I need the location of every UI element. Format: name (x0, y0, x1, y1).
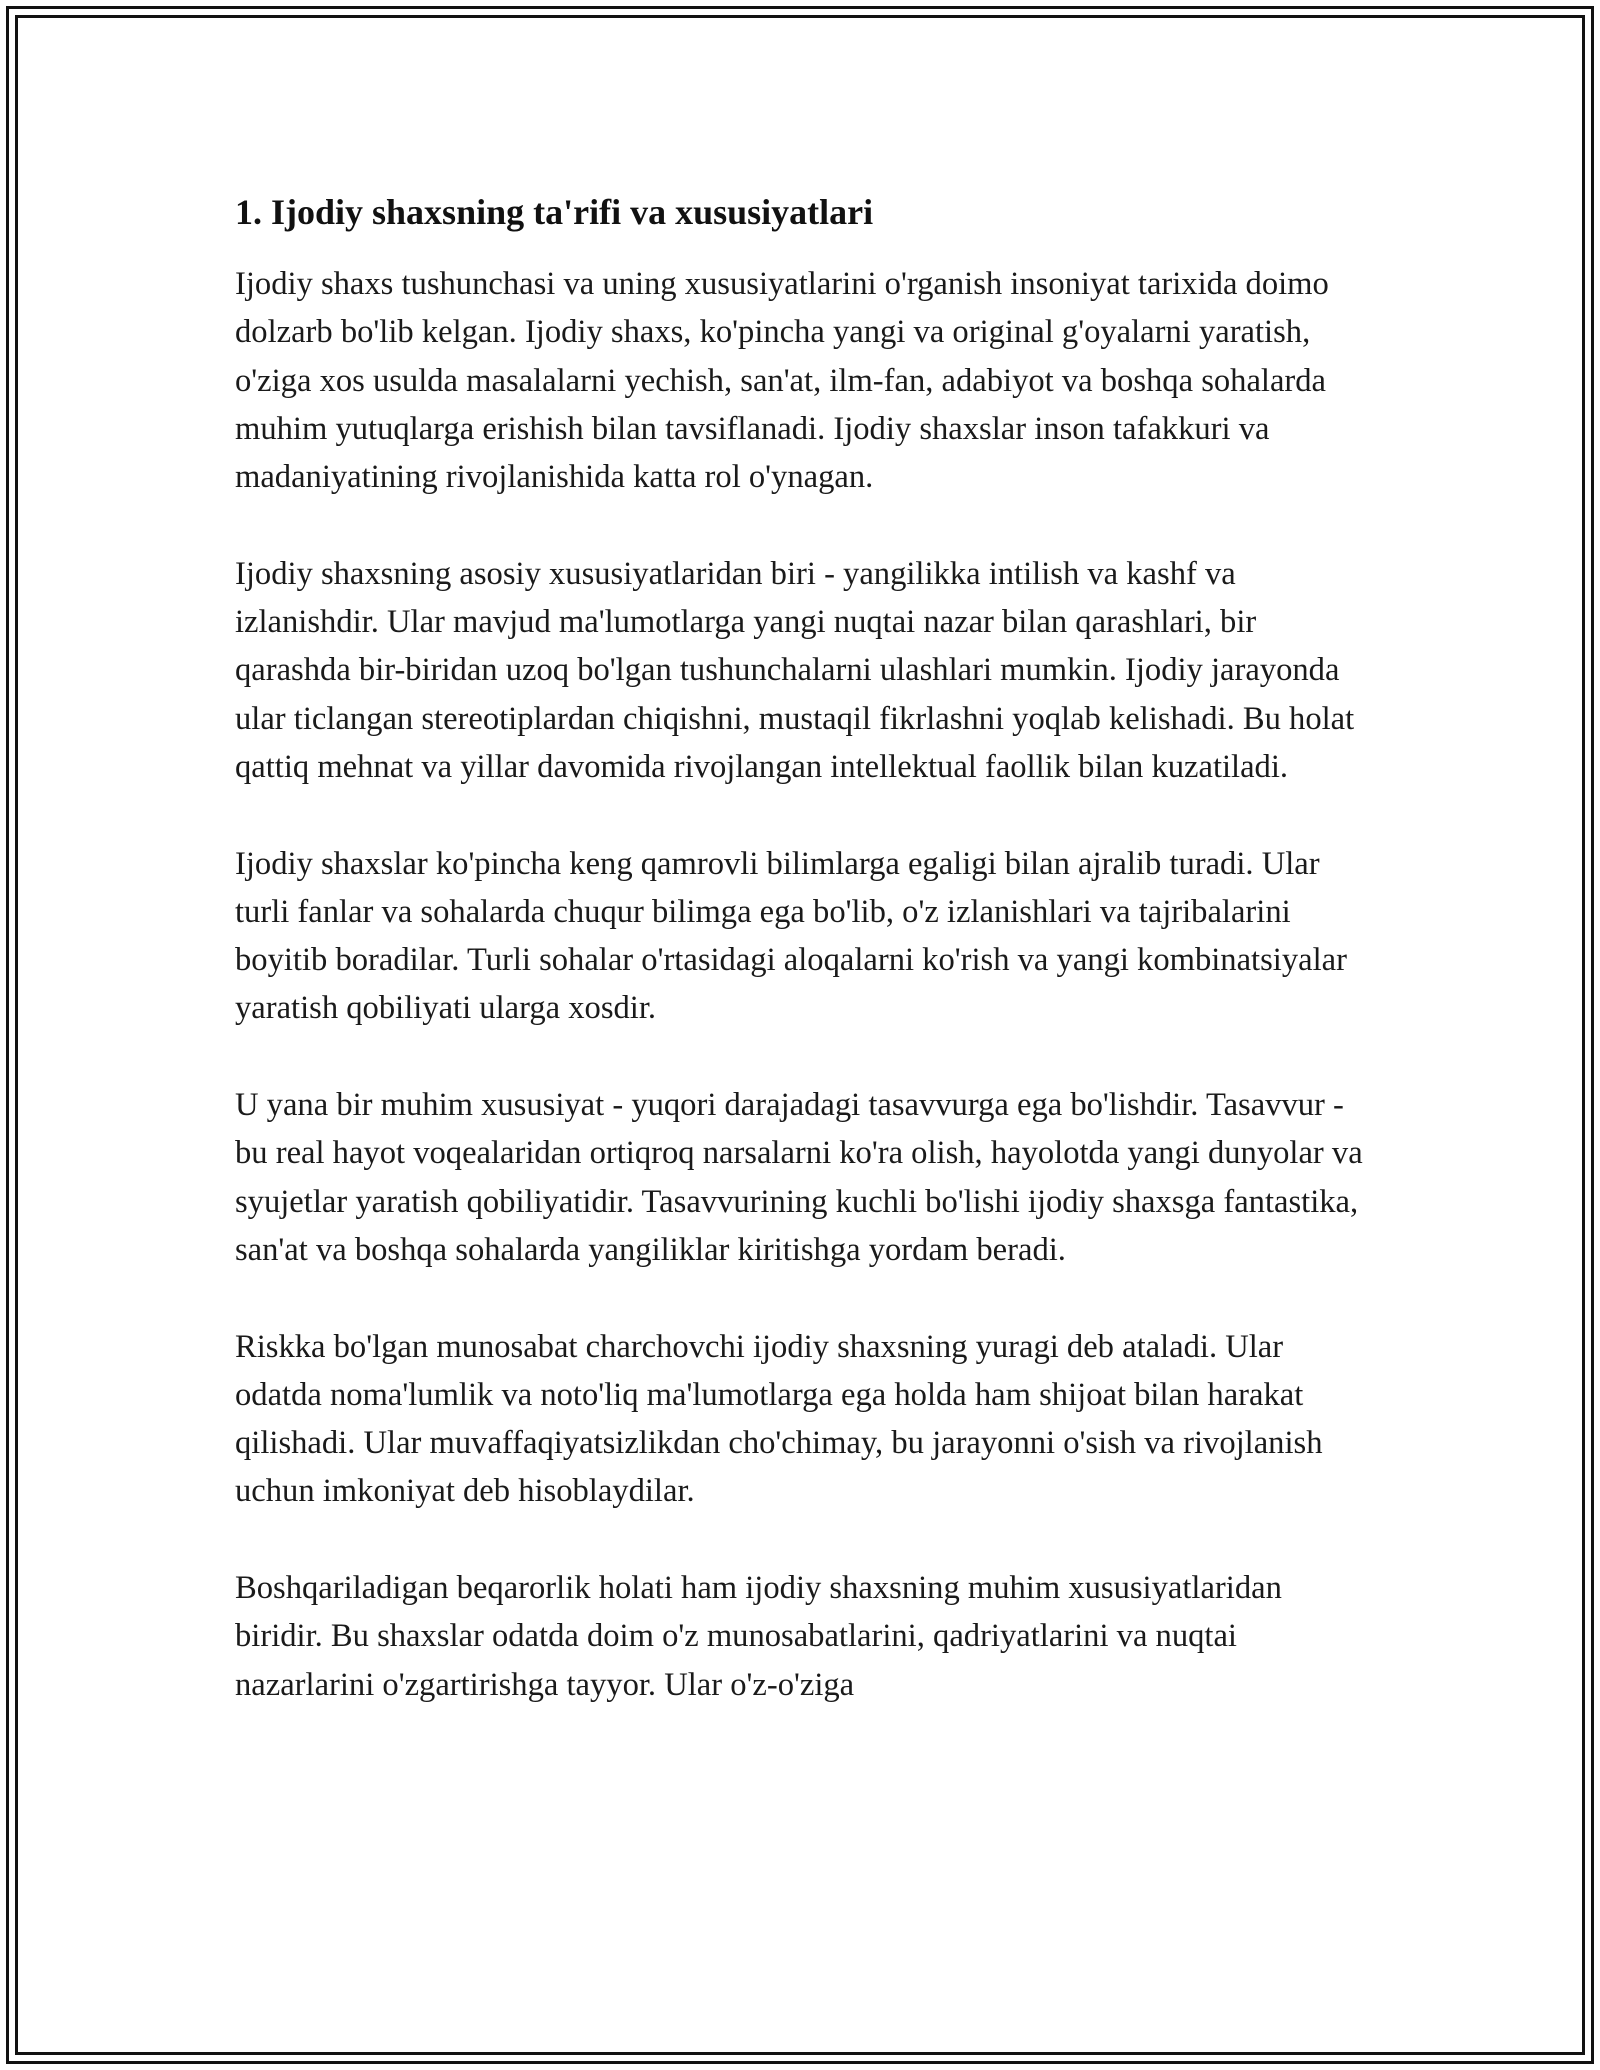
paragraph-instability: Boshqariladigan beqarorlik holati ham ijodiy shaxsning muhim xususiyatlaridan biridir. Bu shaxslar odatda doim o'z munosabatlarini, qadriyatlarini va nuqtai nazarlarini o'zgartirishga tayyor. Ular o'z-o'ziga (235, 1570, 1282, 1703)
paragraph-definition: Ijodiy shaxs tushunchasi va uning xususiyatlarini o'rganish insoniyat tarixida doimo dolzarb bo'lib kelgan. Ijodiy shaxs, ko'pincha yangi va original g'oyalarni yaratish, o'ziga xos usulda masalalarni yechish, san'at, ilm-fan, adabiyot va boshqa sohalarda muhim yutuqlarga erishish bilan tavsiflanadi. Ijodiy shaxslar inson tafakkuri va madaniyatining rivojlanishida katta rol o'ynagan. (235, 266, 1329, 496)
paragraph-novelty: Ijodiy shaxsning asosiy xususiyatlaridan biri - yangilikka intilish va kashf va izlanishdir. Ular mavjud ma'lumotlarga yangi nuqtai nazar bilan qarashlari, bir qarashda bir-biridan uzoq bo'lgan tushunchalarni ulashlari mumkin. Ijodiy jarayonda ular ticlangan stereotiplardan chiqishni, mustaqil fikrlashni yoqlab kelishadi. Bu holat qattiq mehnat va yillar davomida rivojlangan intellektual faollik bilan kuzatiladi. (235, 555, 1355, 785)
paragraph-risk: Riskka bo'lgan munosabat charchovchi ijodiy shaxsning yuragi deb ataladi. Ular odatda noma'lumlik va noto'liq ma'lumotlarga ega holda ham shijoat bilan harakat qilishadi. Ular muvaffaqiyatsizlikdan cho'chimay, bu jarayonni o'sish va rivojlanish uchun imkoniyat deb hisoblaydilar. (235, 1328, 1323, 1510)
document-body (235, 188, 1375, 1709)
paragraph-imagination: U yana bir muhim xususiyat - yuqori darajadagi tasavvurga ega bo'lishdir. Tasavvur - bu real hayot voqealaridan ortiqroq narsalarni ko'ra olish, hayolotda yangi dunyolar va syujetlar yaratish qobiliyatidir. Tasavvurining kuchli bo'lishi ijodiy shaxsga fantastika, san'at va boshqa sohalarda yangiliklar kiritishga yordam beradi. (235, 1087, 1363, 1268)
paragraph-knowledge: Ijodiy shaxslar ko'pincha keng qamrovli bilimlarga egaligi bilan ajralib turadi. Ular turli fanlar va sohalarda chuqur bilimga ega bo'lib, o'z izlanishlari va tajribalarini boyitib boradilar. Turli sohalar o'rtasidagi aloqalarni ko'rish va yangi kombinatsiyalar yaratish qobiliyati ularga xosdir. (235, 845, 1347, 1027)
section-heading: 1. Ijodiy shaxsning ta'rifi va xususiyatlari (235, 192, 874, 232)
